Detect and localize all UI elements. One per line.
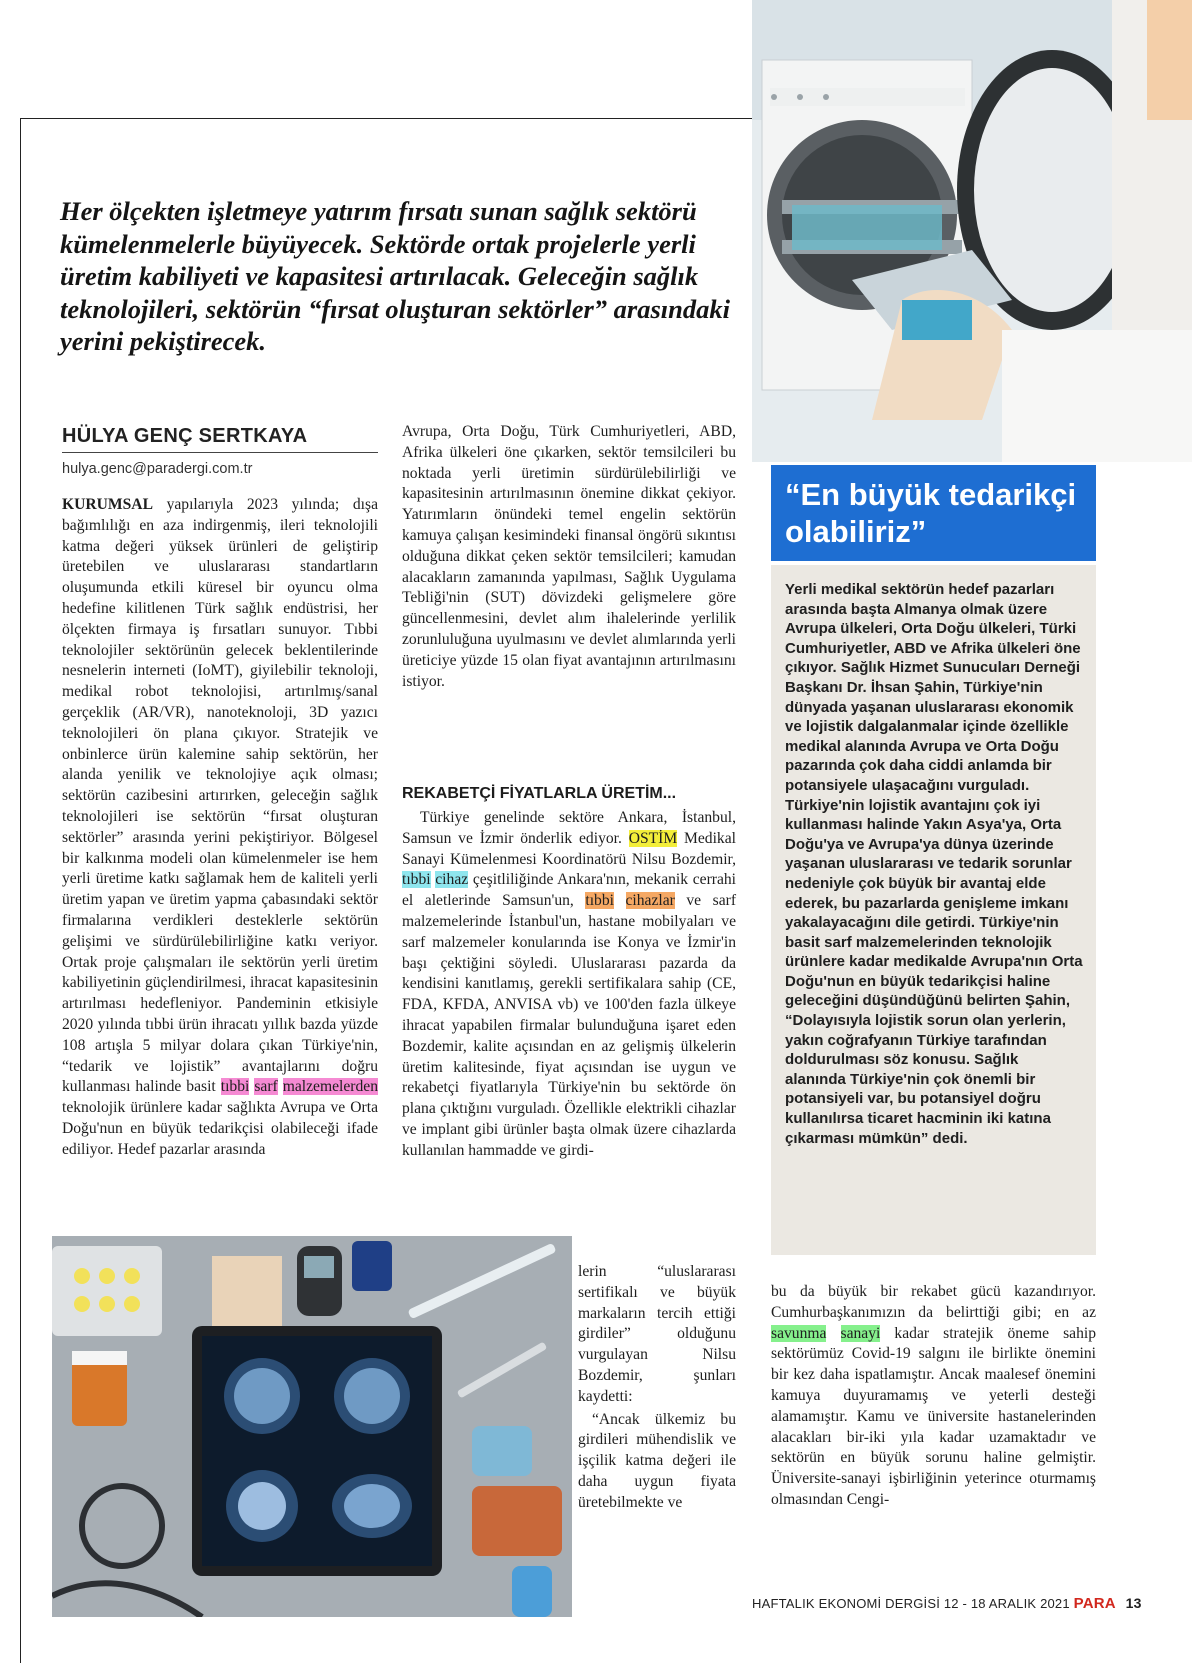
author-name: HÜLYA GENÇ SERTKAYA xyxy=(62,425,308,447)
author-divider xyxy=(62,452,378,453)
highlight-malzemelerden: malzemelerden xyxy=(282,1078,378,1096)
article-column-1 xyxy=(62,495,378,1161)
body-text: Türkiye genelinde sektöre Ankara, İstanbul, Samsun ve İzmir önderlik ediyor. xyxy=(402,809,736,847)
left-rule xyxy=(20,118,21,1663)
magazine-info: HAFTALIK EKONOMİ DERGİSİ 12 - 18 ARALIK 2021 xyxy=(752,1596,1070,1611)
highlight-ostim: OSTİM xyxy=(628,829,678,847)
top-rule xyxy=(20,118,772,119)
article-column-2-narrow xyxy=(578,1262,736,1514)
highlight-cihazlar: cihazlar xyxy=(625,892,675,910)
page-number: 13 xyxy=(1125,1595,1142,1611)
brand-logo: PARA xyxy=(1073,1595,1116,1612)
article-column-3 xyxy=(771,1282,1096,1511)
body-text: ve sarf malzemelerinde İstanbul'un, hastane mobilyaları ve sarf malzemeler konularında ise Konya ve İzmir'in başı çektiğini söyledi. Uluslararası pazarda da kendisini kanıtlamış, gerekli sertifikalara sahip (CE, FDA, KFDA, ANVISA vb) ve 100'den fazla ülkeye ihracat yapabilen firmalar bulunduğuna işaret eden Bozdemir, kalite açısından en az gelişmiş ülkelerin üretim kalitesinde, fiyat açısından ise uygun ve rekabetçi fiyatlarıyla Türkiye'nin bu sektörde ön plana çıktığını vurguladı. Özellikle elektrikli cihazlar ve implant gibi ürünler başta olmak üzere cihazlarda kullanılan hammadde ve girdi- xyxy=(402,892,737,1159)
highlight-tibbi: tıbbi xyxy=(402,871,431,889)
sidebar-body: Yerli medikal sektörün hedef pazarları arasında başta Almanya olmak üzere Avrupa ülkeleri, Orta Doğu ülkeleri, Türki Cumhuriyetler, ABD ve Afrika ülkeleri öne çıkıyor. Sağlık Hizmet Sunucuları Derneği Başkanı Dr. İhsan Şahin, Türkiye'nin dünyada yaşanan uluslararası ekonomik ve lojistik dalgalanmalar içinde özellikle medikal alanında Avrupa ve Orta Doğu pazarında çok daha ciddi anlamda bir potansiyele ulaşacağını vurguladı. Türkiye'nin lojistik avantajını çok iyi kullanması halinde Yakın Asya'ya, Orta Doğu'ya ve Avrupa'ya dünya üzerinde yaşanan uluslararası ve tedarik sorunlar nedeniyle çok büyük bir avantaj elde ederek, bu pazarlarda genişleme imkanı yakalayacağını dile getirdi. Türkiye'nin basit sarf malzemelerinden teknolojik ürünlere kadar medikalde Avrupa'nın Orta Doğu'nun en büyük tedarikçisi haline geleceğini düşündüğünü belirten Şahin, “Dolayısıyla lojistik sorun olan yerlerin, yakın coğrafyanın Türkiye tarafından doldurulması söz konusu. Sağlık alanında Türkiye'nin çok önemli bir potansiyeli var, bu potansiyel doğru kullanılırsa ticaret hacminin iki katına çıkarması mümkün” dedi. xyxy=(785,581,1083,1147)
highlight-cihaz: cihaz xyxy=(435,871,469,889)
body-text: çeşitliliğinde Ankara'nın, mekanik cerrahi el aletlerinde Samsun'un, xyxy=(402,871,737,910)
medical-supplies-photo xyxy=(52,1236,572,1617)
autoclave-photo xyxy=(752,0,1192,462)
body-text: Medikal Sanayi Kümelenmesi Koordinatörü Nilsu Bozdemir, xyxy=(402,829,736,868)
body-text: yapılarıyla 2023 yılında; dışa bağımlılığı en aza indirgenmiş, ileri teknolojili katma değeri yüksek ürünleri de geliştirip üretebilen ve uluslararası standartların oluşumunda etkili küresel bir oyuncu olma hedefine kilitlenen Türk sağlık endüstrisi, her ölçekten firmaya iş fırsatları sunuyor. Tıbbi teknolojiler sektörünün gelecek beklentilerinde nesnelerin interneti (IoMT), giyilebilir teknoloji, medikal robot teknolojisi, artırılmış/sanal gerçeklik (AR/VR), nanoteknoloji, 3D yazıcı teknolojileri ön plana çıkıyor. Stratejik ve onbinlerce ürün kalemine sahip sektörün, her alanda yenilik ve teknolojiye açık olması; sektörün cazibesini artırırken, geleceğin sağlık teknolojileri ise sektörün “fırsat oluşturan sektörler” arasında yerini pekiştiriyor. Bölgesel bir kalkınma modeli olan kümelenmeler ise hem yerli üretime katkı sağlamak hem de kaliteli yerli üretim yapan ve üretim yapma çabasındaki sektör firmalarına verdikleri desteklerle sektörün gelişimi ve sürdürülebilirliğine katkı veriyor. Ortak proje çalışmaları ile sektörün yerli üretim kabiliyetinin güçlendirilmesi, ihracat kapasitesinin artırılması hedefleniyor. Pandeminin etkisiyle 2020 yılında tıbbi ürün ihracatı yıllık bazda yüzde 108 artışla 5 milyar dolara çıkan Türkiye'nin, “tedarik ve lojistik” avantajlarını doğru kullanması halinde basit xyxy=(62,496,378,1096)
highlight-sanayi: sanayi xyxy=(840,1324,881,1342)
author-email: hulya.genc@paradergi.com.tr xyxy=(62,461,253,477)
article-column-2-continued xyxy=(402,808,736,1162)
highlight-tibbi: tıbbi xyxy=(585,892,614,910)
section-subheading: REKABETÇİ FİYATLARLA ÜRETİM... xyxy=(402,785,677,802)
article-column-2 xyxy=(402,422,736,692)
paragraph: lerin “uluslararası sertifikalı ve büyük markaların tercih ettiği girdiler” olduğunu vurgulayan Nilsu Bozdemir, şunları kaydetti: xyxy=(578,1263,736,1405)
page-footer xyxy=(752,1595,1142,1612)
article-lead: Her ölçekten işletmeye yatırım fırsatı sunan sağlık sektörü kümelenmelerle büyüyecek. Sektörde ortak projelerle yerli üretim kabiliyeti ve kapasitesi artırılacak. Geleceğin sağlık teknolojileri, sektörün “fırsat oluşturan sektörler” arasındaki yerini pekiştirecek. xyxy=(60,196,730,356)
highlight-sarf: sarf xyxy=(254,1078,278,1096)
body-text: kadar stratejik öneme sahip sektörümüz Covid-19 salgını ile birlikte önemini bir kez daha ispatlamıştır. Ancak maalesef önemini kamuya duyuramamış ve yeterli desteği alamamıştır. Kamu ve üniversite hastanelerinden alacakları bir-iki yıla kadar uzamaktadır ve sektörün en büyük sorunu haline gelmiştir. Üniversite-sanayi işbirliğinin yeterince oturmamış olmasından Cengi- xyxy=(771,1324,1096,1508)
highlight-savunma: savunma xyxy=(771,1324,827,1342)
paragraph: “Ancak ülkemiz bu girdileri mühendislik ve işçilik katma değeri ile daha uygun fiyata üretebilmekte ve xyxy=(578,1410,736,1511)
sidebar-title: “En büyük tedarikçi olabiliriz” xyxy=(785,477,1077,549)
paragraph: Avrupa, Orta Doğu, Türk Cumhuriyetleri, ABD, Afrika ülkeleri öne çıkarken, sektör temsilcileri bu noktada yerli üretimin sürdürülebilirliği ve kapasitesinin artırılmasının önemine dikkat çekiyor. Yatırımların önündeki temel engelin sektörün kamuya çalışan kesimindeki finansal öngörü sıkıntısı olduğuna dikkat çeken sektör temsilcileri; kamudan alacakların zamanında yapılması, Sağlık Uygulama Tebliği'nin (SUT) dövizdeki gelişmelere göre güncellenmesini, devlet alım ihalelerinde yerlilik zorunluluğuna uyulmasını ve devlet alımlarında yerli üreticiye yüzde 15 olan fiyat avantajının artırılmasını istiyor. xyxy=(402,423,736,690)
body-text: teknolojik ürünlere kadar sağlıkta Avrupa ve Orta Doğu'nun en büyük tedarikçisi olabileceği ifade ediliyor. Hedef pazarlar arasında xyxy=(62,1099,378,1158)
dropcap-word: KURUMSAL xyxy=(62,496,153,513)
highlight-tibbi: tıbbi xyxy=(220,1078,250,1096)
body-text: bu da büyük bir rekabet gücü kazandırıyor. Cumhurbaşkanımızın da belirttiği gibi; en az xyxy=(771,1283,1096,1321)
